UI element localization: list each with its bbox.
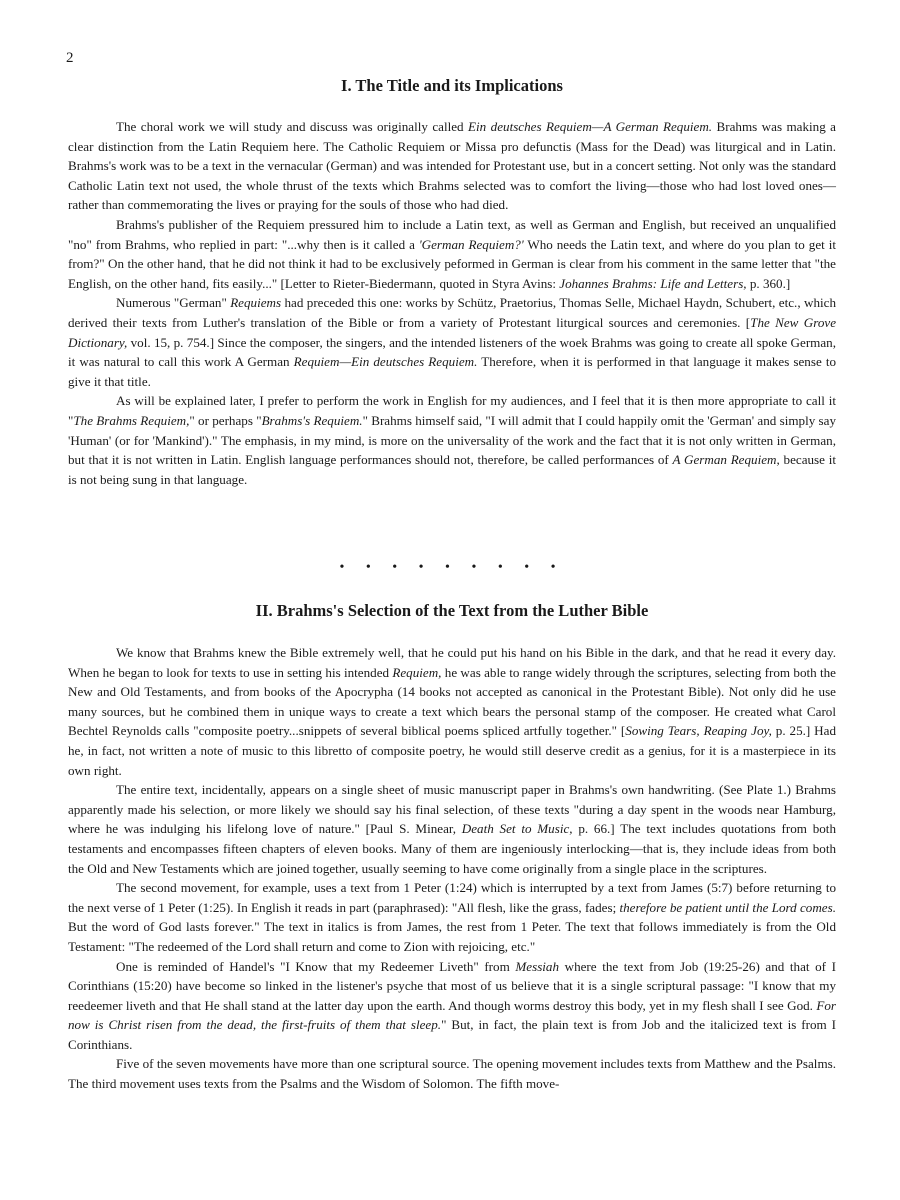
- section-2-body: [68, 643, 836, 1094]
- section-1-paragraph-1: The choral work we will study and discuss was originally called Ein deutsches Requiem—A German Requiem. Brahms was making a clear distinction from the Latin Requiem here. The Catholic Requiem or Missa pro defunctis (Mass for the Dead) was liturgical and in Latin. Brahms's work was to be a text in the vernacular (German) and was intended for Protestant use, but in a concert setting. Not only was the standard Catholic Latin text not used, the whole thrust of the texts which Brahms selected was to comfort the living—those who had lost loved ones—rather than commemorating the lives or praying for the souls of those who had died.: [68, 119, 836, 213]
- section-2-paragraph-1: We know that Brahms knew the Bible extremely well, that he could put his hand on his Bible in the dark, and that he read it every day. When he began to look for texts to use in setting his intended Requiem, he was able to range widely through the scriptures, selecting from both the New and Old Testaments, and from books of the Apocrypha (14 books not accepted as canonical in the Protestant Bible). Not only did he use many sources, but he combined them in unique ways to create a text which bears the personal stamp of the composer. He created what Carol Bechtel Reynolds calls "composite poetry...snippets of several biblical poems spliced artfully together." [Sowing Tears, Reaping Joy, p. 25.] Had he, in fact, not written a note of music to this libretto of composite poetry, he would still deserve credit as a genius, for it is a masterpiece in its own right.: [68, 645, 836, 778]
- section-1-paragraph-2: Brahms's publisher of the Requiem pressured him to include a Latin text, as well as German and English, but received an unqualified "no" from Brahms, who replied in part: "...why then is it called a 'German Requiem?' Who needs the Latin text, and where do you plan to get it from?" On the other hand, that he did not think it had to be exclusively peformed in German is clear from his comment in the same letter that "the English, on the other hand, fits easily..." [Letter to Rieter-Biedermann, quoted in Styra Avins: Johannes Brahms: Life and Letters, p. 360.]: [68, 216, 836, 291]
- page-number: 2: [66, 50, 74, 66]
- section-2-heading: II. Brahms's Selection of the Text from the Luther Bible: [255, 601, 649, 620]
- section-2-paragraph-5: Five of the seven movements have more than one scriptural source. The opening movement includes texts from Matthew and the Psalms. The third movement uses texts from the Psalms and the Wisdom of Solomon. The fifth move-: [68, 1056, 836, 1092]
- section-1-paragraph-4: As will be explained later, I prefer to perform the work in English for my audiences, and I feel that it is then more appropriate to call it "The Brahms Requiem," or perhaps "Brahms's Requiem." Brahms himself said, "I will admit that I could happily omit the 'German' and simply say 'Human' (or for 'Mankind')." The emphasis, in my mind, is more on the universality of the work and the fact that it is not only written in German, but that it is not written in Latin. English language performances should not, therefore, be called performances of A German Requiem, because it is not being sung in that language.: [68, 393, 836, 487]
- section-2-paragraph-2: The entire text, incidentally, appears on a single sheet of music manuscript paper in Brahms's own handwriting. (See Plate 1.) Brahms apparently made his selection, or more likely we should say his final selection, of these texts "during a day spent in the woods near Hamburg, where he was indulging his lifelong love of nature." [Paul S. Minear, Death Set to Music, p. 66.] The text includes quotations from both testaments and encompasses fifteen chapters of eleven books. Many of them are ingeniously interlocking—that is, they include ideas from both the Old and New Testaments which are joined together, usually seeming to have come originally from a single place in the scriptures.: [68, 782, 836, 876]
- section-1-body: [68, 117, 836, 489]
- section-1-paragraph-3: Numerous "German" Requiems had preceded this one: works by Schütz, Praetorius, Thomas Selle, Michael Haydn, Schubert, etc., which derived their texts from Luther's translation of the Bible or from a variety of Protestant liturgical sources and ceremonies. [The New Grove Dictionary, vol. 15, p. 754.] Since the composer, the singers, and the intended listeners of the woek Brahms was going to create all spoke German, it was natural to call this work A German Requiem—Ein deutsches Requiem. Therefore, when it is performed in that language it makes sense to give it that title.: [68, 295, 837, 389]
- section-2-paragraph-4: One is reminded of Handel's "I Know that my Redeemer Liveth" from Messiah where the text from Job (19:25-26) and that of I Corinthians (15:20) have become so linked in the listener's psyche that most of us believe that it is a single scriptural passage: "I know that my reedeemer liveth and that He shall stand at the latter day upon the earth. And though worms destroy this body, yet in my flesh shall I see God. For now is Christ risen from the dead, the first-fruits of them that sleep." But, in fact, the plain text is from Job and the italicized text is from I Corinthians.: [68, 958, 836, 1052]
- section-2-paragraph-3: The second movement, for example, uses a text from 1 Peter (1:24) which is interrupted by a text from James (5:7) before returning to the next verse of 1 Peter (1:25). In English it reads in part (paraphrased): "All flesh, like the grass, fades; therefore be patient until the Lord comes. But the word of God lasts forever." The text in italics is from James, the rest from 1 Peter. The text that follows immediately is from the Old Testament: "The redeemed of the Lord shall return and come to Zion with rejoicing, etc.": [68, 880, 836, 954]
- section-1-heading: I. The Title and its Implications: [341, 76, 563, 95]
- section-divider: • • • • • • • • •: [339, 560, 565, 575]
